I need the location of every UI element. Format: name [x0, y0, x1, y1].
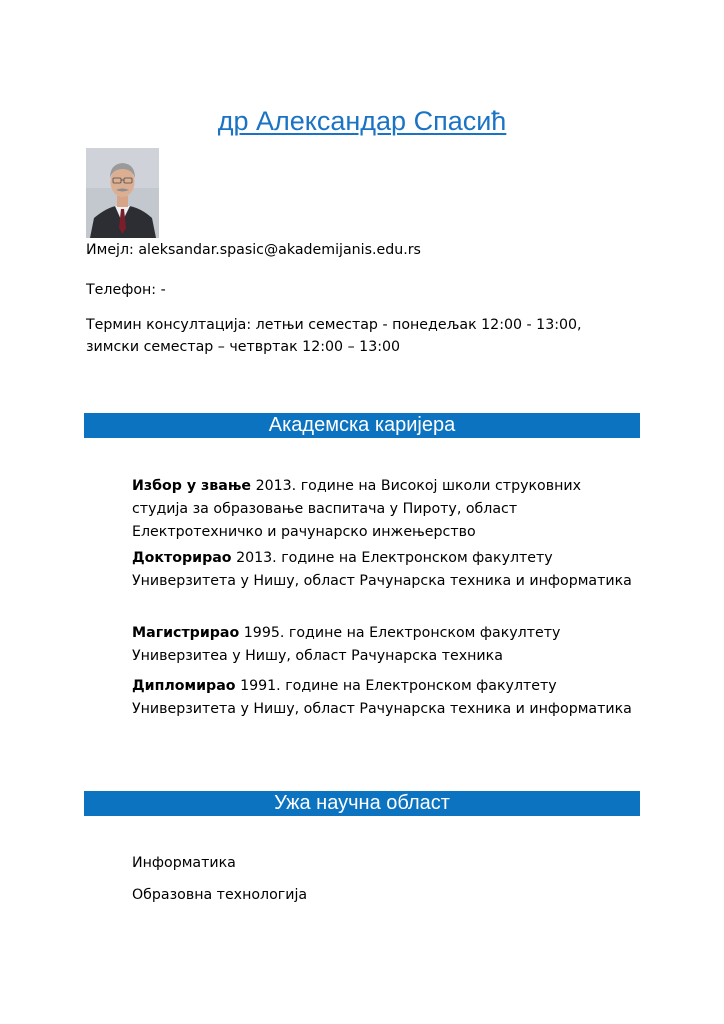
page-title: др Александар Спасић: [217, 106, 507, 136]
career-item: [132, 675, 632, 721]
consultation-summer: летњи семестар - понедељак 12:00 - 13:00,: [255, 317, 582, 333]
career-item: [132, 475, 632, 544]
career-item-title: Докторирао: [132, 550, 232, 566]
career-item-text: 1995. године на Електронском факултету Универзитеа у Нишу, област Рачунарска техника: [132, 625, 561, 664]
consultation-line-2: [86, 336, 400, 358]
avatar: [86, 148, 159, 238]
career-item: [132, 547, 632, 593]
section-heading-field: Ужа научна област: [84, 791, 640, 816]
career-item-title: Магистрирао: [132, 625, 240, 641]
career-item: [132, 622, 632, 668]
career-item-text: 2013. године на Високој школи струковних студија за образовање васпитача у Пироту, област Електротехничко и рачунарско инжењерство: [132, 478, 581, 540]
field-item: Образовна технологија: [132, 887, 308, 903]
portrait-image-icon: [86, 148, 159, 238]
consultation-winter: зимски семестар – четвртак 12:00 – 13:00: [86, 339, 401, 355]
field-item: Информатика: [132, 855, 236, 871]
section-heading-career: Академска каријера: [84, 413, 640, 438]
phone-label: Телефон:: [86, 282, 157, 298]
career-item-title: Дипломирао: [132, 678, 236, 694]
email-value[interactable]: aleksandar.spasic@akademijanis.edu.rs: [138, 242, 421, 258]
consultation-label: Термин консултација:: [86, 317, 252, 333]
email-label: Имејл:: [86, 242, 134, 258]
consultation-line-1: [86, 314, 582, 336]
phone-value: -: [160, 282, 166, 298]
career-item-title: Избор у звање: [132, 478, 252, 494]
career-item-text: 1991. године на Електронском факултету Универзитета у Нишу, област Рачунарска техника и информатика: [132, 678, 632, 717]
email-line: [86, 239, 421, 261]
career-item-text: 2013. године на Електронском факултету Универзитета у Нишу, област Рачунарска техника и информатика: [132, 550, 632, 589]
phone-line: [86, 279, 166, 301]
